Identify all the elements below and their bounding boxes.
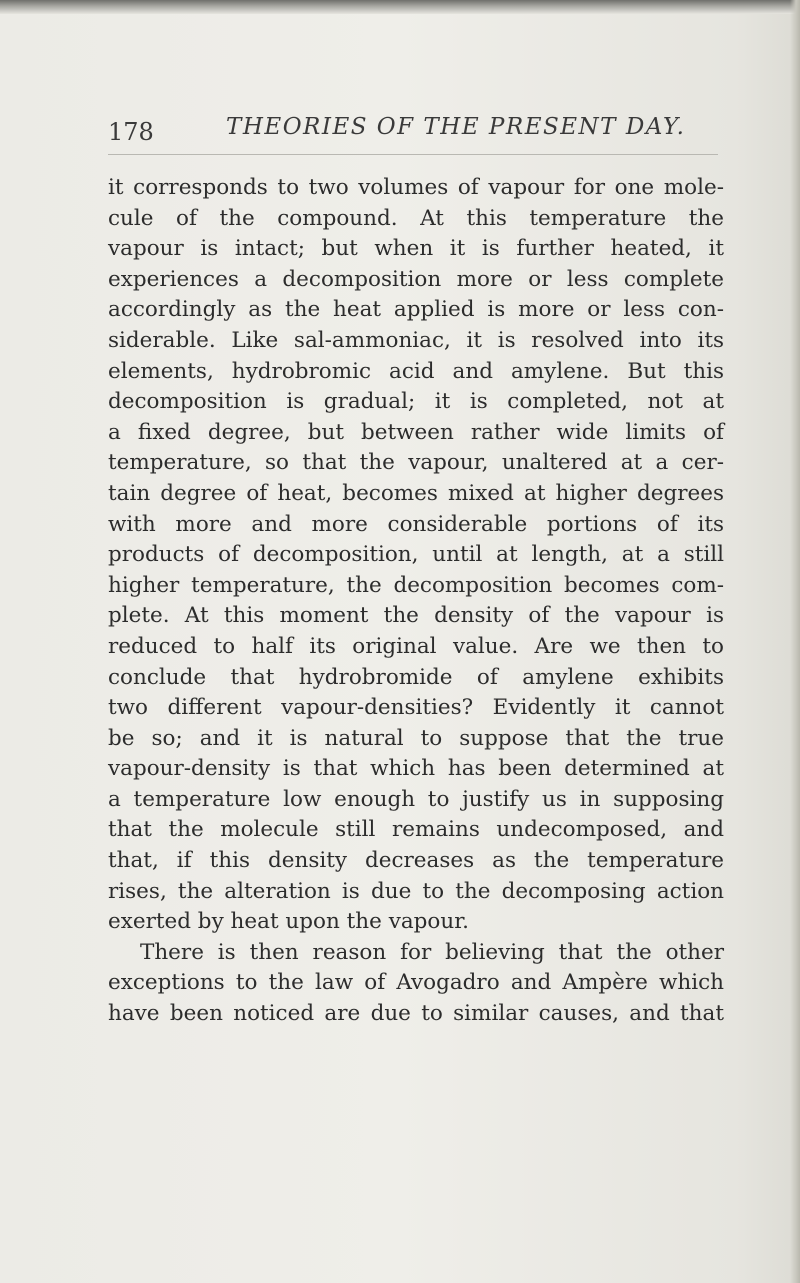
page-edge [790,0,800,1283]
text-line: a fixed degree, but between rather wide limits of [108,419,724,445]
header-rule [108,154,718,155]
text-line: that, if this density decreases as the temperature [108,848,724,874]
text-line: plete. At this moment the density of the vapour is [108,603,724,629]
text-line: higher temperature, the decomposition becomes com- [108,572,724,598]
text-line: vapour is intact; but when it is further heated, it [108,236,724,262]
text-line: tain degree of heat, becomes mixed at higher degrees [108,480,724,506]
text-line: exerted by heat upon the vapour. [108,909,469,935]
text-line: with more and more considerable portions of its [108,511,724,537]
text-line: experiences a decomposition more or less complete [108,266,724,292]
page-number: 178 [108,118,154,146]
body-text [108,173,724,1030]
text-line: be so; and it is natural to suppose that the true [108,725,724,751]
text-line: it corresponds to two volumes of vapour for one mole- [108,175,724,200]
text-line: conclude that hydrobromide of amylene exhibits [108,664,724,690]
text-line: vapour-density is that which has been determined at [108,756,724,782]
text-line: two different vapour-densities? Evidently it cannot [108,695,724,721]
text-line: elements, hydrobromic acid and amylene. But this [108,358,724,384]
text-line: reduced to half its original value. Are we then to [108,633,724,659]
text-line: accordingly as the heat applied is more or less con- [108,297,724,323]
running-head: THEORIES OF THE PRESENT DAY. [226,114,686,140]
text-line: There is then reason for believing that the other [140,939,724,965]
text-line: siderable. Like sal-ammoniac, it is resolved into its [108,327,724,353]
text-line: cule of the compound. At this temperature the [108,205,724,231]
text-line: that the molecule still remains undecomposed, and [108,817,724,843]
text-line: exceptions to the law of Avogadro and Ampère which [108,970,724,996]
text-line: rises, the alteration is due to the decomposing action [108,878,724,904]
page-header [108,112,708,152]
text-line: products of decomposition, until at length, at a still [108,542,724,568]
text-line: have been noticed are due to similar causes, and that [108,1001,724,1027]
text-line: temperature, so that the vapour, unaltered at a cer- [108,450,724,476]
text-line: a temperature low enough to justify us in supposing [108,786,724,812]
text-line: decomposition is gradual; it is completed, not at [108,389,724,415]
scan-top-shadow [0,0,800,14]
